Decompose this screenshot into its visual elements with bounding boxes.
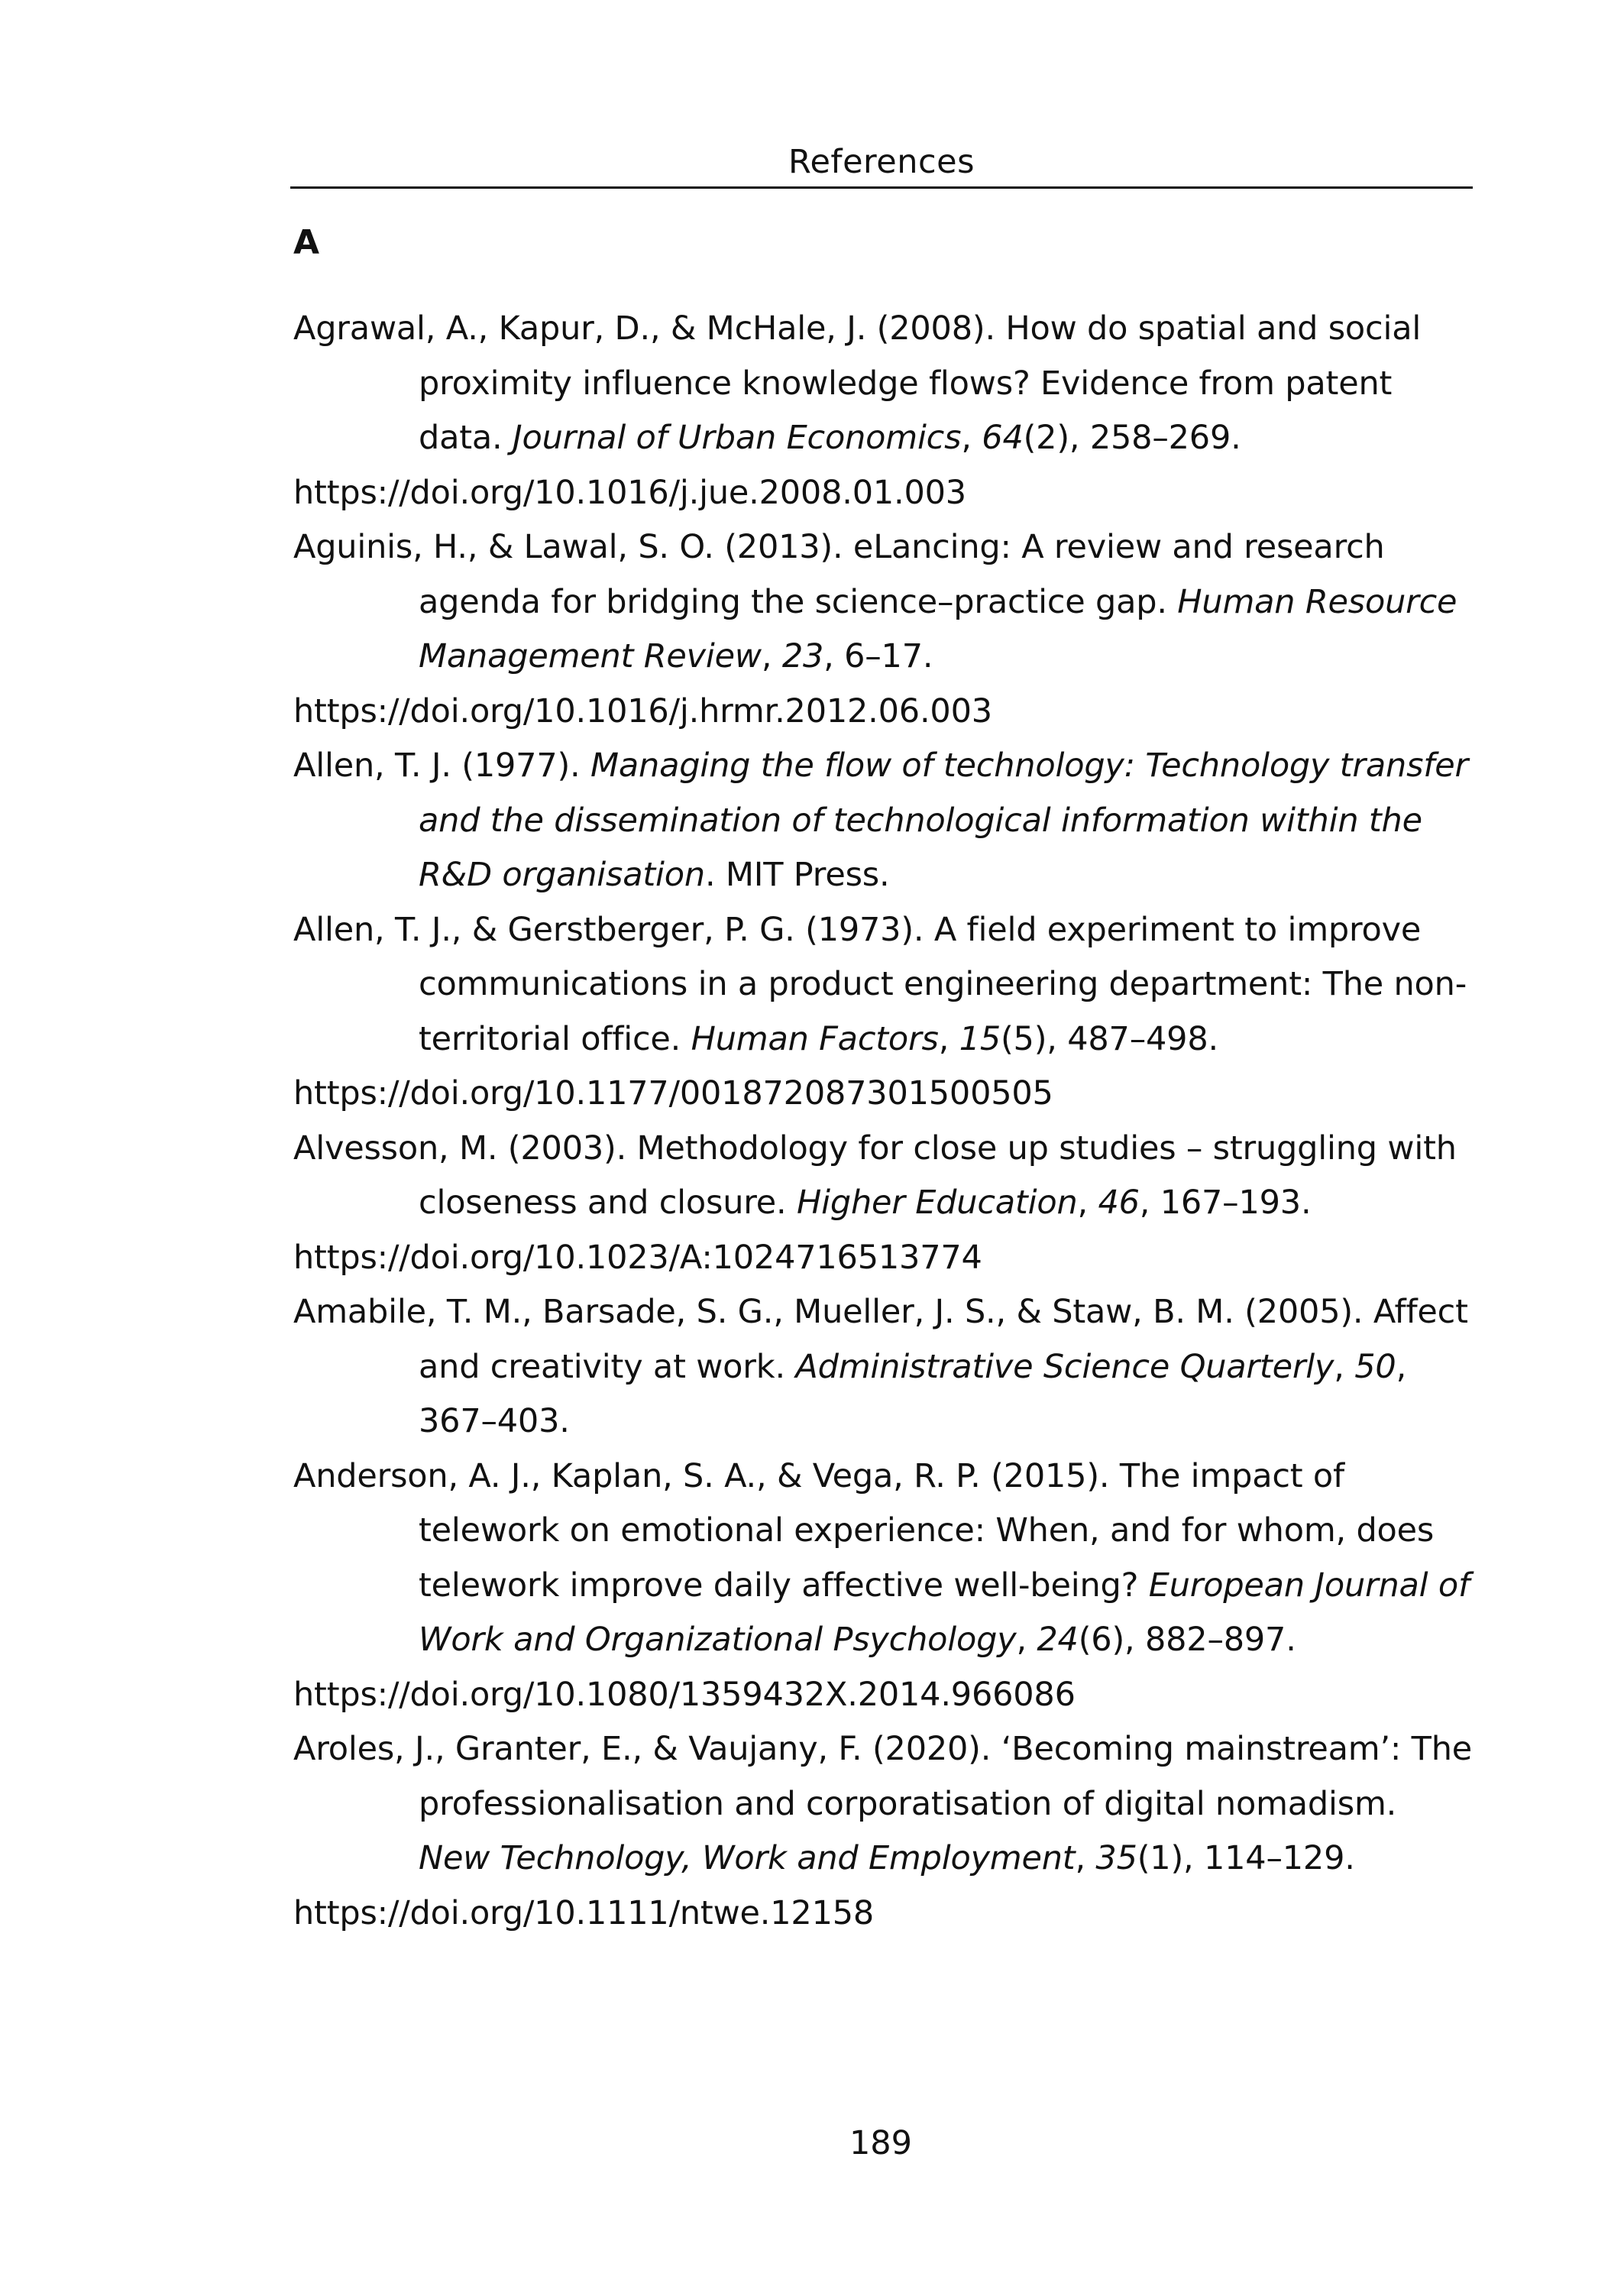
reference-volume: 23 (781, 637, 824, 675)
reference-text: Allen, T. J. (1977). (293, 747, 590, 785)
section-letter-heading: A (293, 223, 320, 262)
reference-entry (293, 1285, 1477, 1449)
reference-volume: 15 (959, 1019, 1001, 1058)
reference-entry (293, 302, 1477, 520)
reference-text: Allen, T. J., & Gerstberger, P. G. (1973). A field experiment to improve communications in a product engineering department: The non-territorial office. (293, 910, 1467, 1058)
reference-publisher: . MIT Press. (704, 856, 890, 894)
reference-source: Human Resource Management Review (419, 582, 1457, 675)
running-header: References (788, 143, 975, 181)
reference-issue-pages: (5), 487–498. (1000, 1019, 1218, 1058)
reference-doi: https://doi.org/10.1023/A:1024716513774 (293, 1238, 982, 1277)
reference-volume: 64 (982, 419, 1024, 457)
reference-volume: 50 (1354, 1347, 1396, 1386)
reference-separator: , (761, 637, 782, 675)
reference-source: European Journal of Work and Organizational Psychology (419, 1566, 1470, 1659)
header-rule (290, 186, 1473, 189)
reference-text: Anderson, A. J., Kaplan, S. A., & Vega, R. P. (2015). The impact of telework on emotional experience: When, and for whom, does telework improve daily affective well-being? (293, 1456, 1435, 1605)
reference-text: Aroles, J., Granter, E., & Vaujany, F. (2020). ‘Becoming mainstream’: The professionalisation and corporatisation of digital nomadism. (293, 1730, 1473, 1823)
reference-source: Human Factors (691, 1019, 939, 1058)
reference-source: Journal of Urban Economics (513, 419, 962, 457)
reference-issue-pages: (6), 882–897. (1078, 1621, 1296, 1659)
reference-separator: , (961, 419, 982, 457)
reference-text: Alvesson, M. (2003). Methodology for close up studies – struggling with closeness and closure. (293, 1129, 1457, 1222)
page-number: 189 (849, 2124, 913, 2162)
reference-doi: https://doi.org/10.1080/1359432X.2014.966086 (293, 1675, 1076, 1714)
reference-issue-pages: , 167–193. (1139, 1184, 1312, 1222)
reference-entry (293, 903, 1477, 1122)
reference-separator: , (1334, 1347, 1355, 1386)
reference-issue-pages: (2), 258–269. (1023, 419, 1241, 457)
reference-list (293, 302, 1477, 1941)
reference-entry (293, 1449, 1477, 1723)
reference-text: Amabile, T. M., Barsade, S. G., Mueller, J. S., & Staw, B. M. (2005). Affect and creativity at work. (293, 1293, 1468, 1386)
reference-separator: , (1016, 1621, 1037, 1659)
reference-doi: https://doi.org/10.1111/ntwe.12158 (293, 1893, 875, 1932)
reference-source: Higher Education (796, 1184, 1078, 1222)
reference-entry (293, 739, 1477, 903)
reference-separator: , (1075, 1839, 1096, 1877)
reference-issue-pages: (1), 114–129. (1137, 1839, 1355, 1877)
reference-title: Managing the flow of technology: Technology transfer and the dissemination of technological information within the R&D organisation (419, 747, 1468, 894)
reference-source: Administrative Science Quarterly (795, 1347, 1334, 1386)
reference-text: Aguinis, H., & Lawal, S. O. (2013). eLancing: A review and research agenda for bridging the science–practice gap. (293, 528, 1385, 621)
reference-issue-pages: , 6–17. (823, 637, 933, 675)
reference-entry (293, 1722, 1477, 1941)
reference-text: Agrawal, A., Kapur, D., & McHale, J. (2008). How do spatial and social proximity influence knowledge flows? Evidence from patent data. (293, 309, 1422, 457)
reference-entry (293, 1122, 1477, 1286)
reference-source: New Technology, Work and Employment (419, 1839, 1076, 1877)
reference-doi: https://doi.org/10.1016/j.hrmr.2012.06.003 (293, 691, 992, 730)
reference-volume: 24 (1037, 1621, 1079, 1659)
reference-doi: https://doi.org/10.1016/j.jue.2008.01.003 (293, 473, 966, 512)
reference-issue-pages: , 367–403. (419, 1347, 1407, 1440)
reference-volume: 35 (1095, 1839, 1137, 1877)
reference-doi: https://doi.org/10.1177/001872087301500505 (293, 1074, 1053, 1112)
reference-separator: , (938, 1019, 959, 1058)
reference-separator: , (1077, 1184, 1098, 1222)
reference-volume: 46 (1098, 1184, 1140, 1222)
reference-entry (293, 520, 1477, 739)
